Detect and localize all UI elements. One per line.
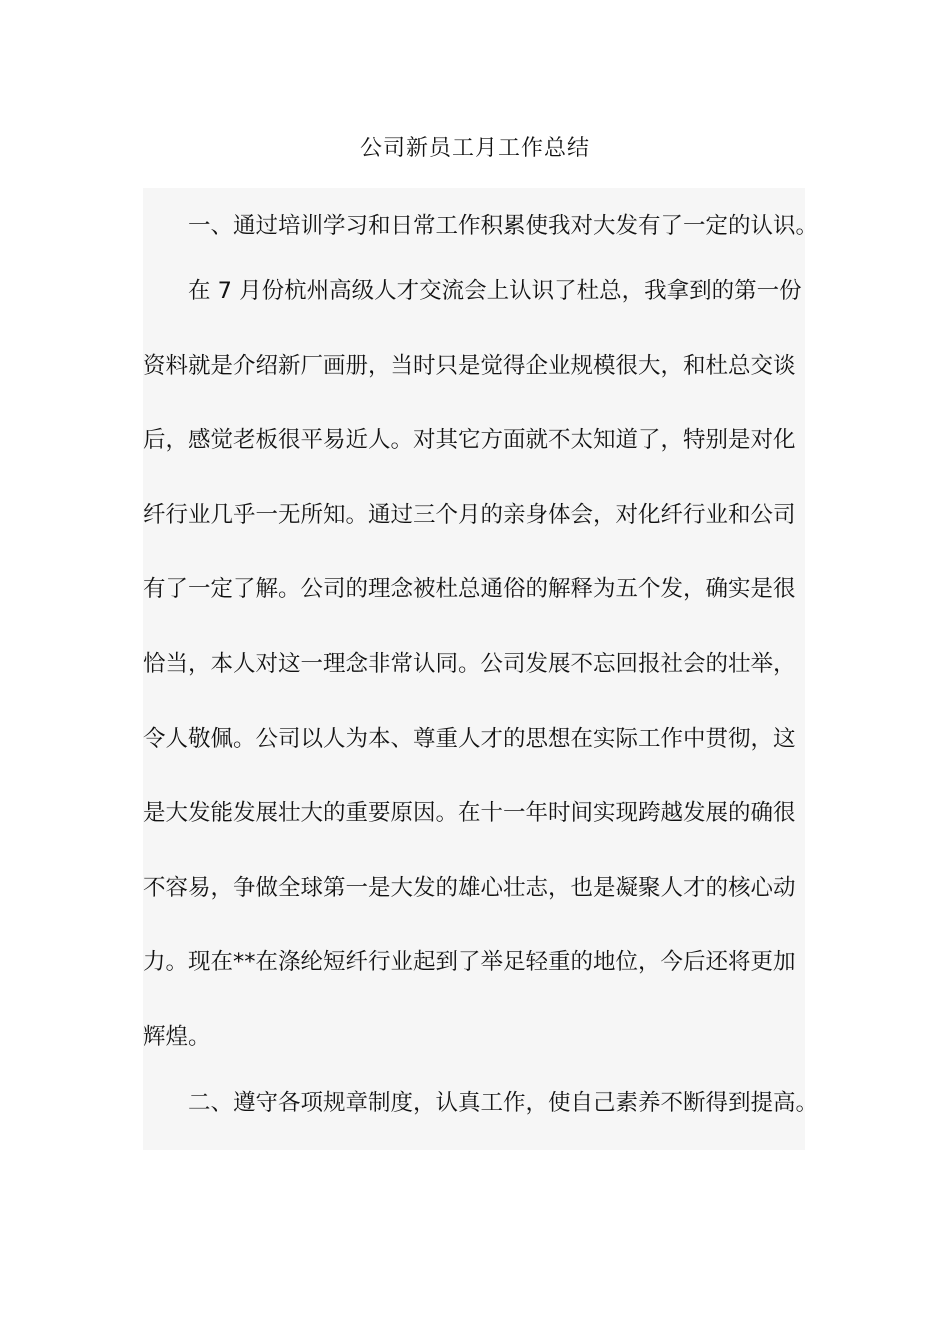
paragraph-line: 恰当，本人对这一理念非常认同。公司发展不忘回报社会的壮举， [143,650,796,677]
paragraph-line: 辉煌。 [143,1023,211,1050]
section-2-heading: 二、遵守各项规章制度，认真工作，使自己素养不断得到提高。 [188,1089,819,1116]
document-title: 公司新员工月工作总结 [359,136,590,161]
document-body [143,188,819,1150]
paragraph-line: 力。现在**在涤纶短纤行业起到了举足轻重的地位，今后还将更加 [143,949,796,976]
paragraph-line: 有了一定了解。公司的理念被杜总通俗的解释为五个发，确实是很 [143,576,796,603]
paragraph-line: 后，感觉老板很平易近人。对其它方面就不太知道了，特别是对化 [143,427,796,454]
paragraph-line: 纤行业几乎一无所知。通过三个月的亲身体会，对化纤行业和公司 [143,501,796,528]
section-1-heading: 一、通过培训学习和日常工作积累使我对大发有了一定的认识。 [188,213,819,239]
paragraph-line: 不容易，争做全球第一是大发的雄心壮志，也是凝聚人才的核心动 [143,874,796,901]
paragraph-line: 令人敬佩。公司以人为本、尊重人才的思想在实际工作中贯彻，这 [143,725,796,752]
paragraph-line: 是大发能发展壮大的重要原因。在十一年时间实现跨越发展的确很 [143,800,796,827]
paragraph-line: 在 7 月份杭州高级人才交流会上认识了杜总，我拿到的第一份 [188,278,802,304]
paragraph-line: 资料就是介绍新厂画册，当时只是觉得企业规模很大，和杜总交谈 [143,352,796,379]
